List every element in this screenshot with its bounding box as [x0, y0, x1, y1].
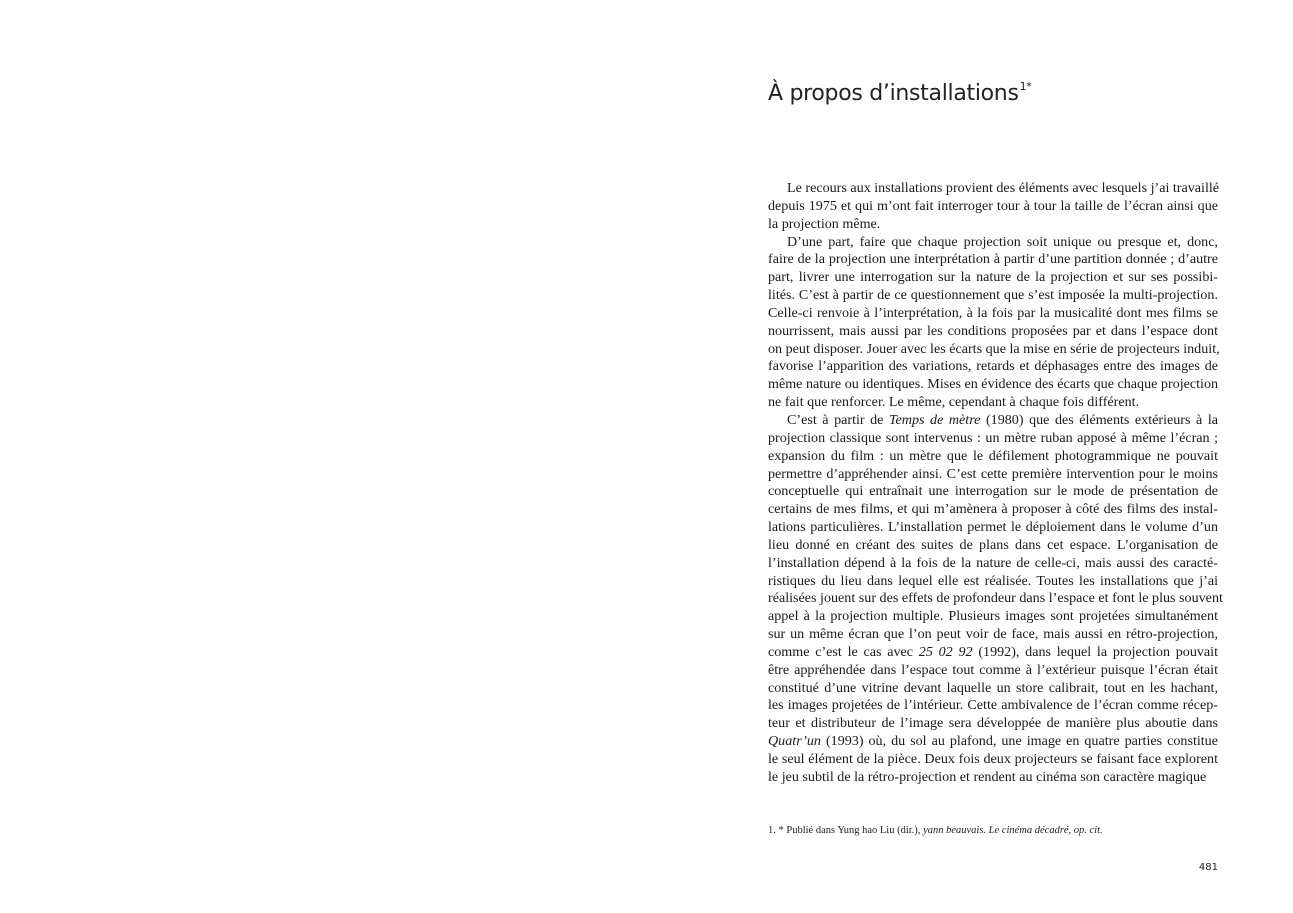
text-line — [768, 626, 1218, 644]
text-segment: favorise l’apparition des variations, retards et déphasages entre des images de — [768, 358, 1218, 375]
text-line — [768, 501, 1218, 519]
text-line — [768, 733, 1218, 751]
text-segment: ristiques du lieu dans lequel elle est réalisée. Toutes les installations que j’ai — [768, 572, 1218, 589]
text-line — [768, 769, 1218, 787]
text-segment: certains de mes films, et qui m’amènera à proposer à côté des films des instal- — [768, 501, 1218, 518]
text-line — [768, 608, 1218, 626]
text-segment: teur et distributeur de l’image sera développée de manière plus aboutie dans — [768, 715, 1218, 732]
text-line — [768, 519, 1218, 537]
text-segment: lités. C’est à partir de ce questionnement que s’est imposée la multi-projection. — [768, 287, 1218, 304]
text-segment: constitué d’une vitrine devant laquelle un store calibrait, tout en les hachant, — [768, 679, 1218, 696]
text-line — [768, 555, 1218, 573]
footnote-italic-title: yann beauvais. Le cinéma décadré, op. cit. — [923, 825, 1103, 836]
text-line — [768, 198, 1218, 216]
text-segment: le seul élément de la pièce. Deux fois deux projecteurs se faisant face explorent — [768, 751, 1218, 767]
work-title: Quatr’un — [768, 733, 821, 750]
left-page-blank — [0, 0, 646, 913]
text-segment: depuis 1975 et qui m’ont fait interroger tour à tour la taille de l’écran ainsi que — [768, 197, 1218, 214]
text-segment: permettre d’appréhender ainsi. C’est cette première intervention pour le moins — [768, 465, 1218, 482]
text-line — [768, 412, 1218, 430]
text-line — [768, 715, 1218, 733]
text-line — [768, 180, 1218, 198]
text-segment: part, livrer une interrogation sur la nature de la projection et sur ses possibi- — [768, 269, 1218, 286]
text-line — [768, 394, 1218, 412]
text-line — [768, 376, 1218, 394]
text-segment: C’est à partir de — [787, 411, 889, 428]
text-segment: même nature ou identiques. Mises en évidence des écarts que chaque projection — [768, 376, 1219, 393]
text-segment: Le recours aux installations provient des éléments avec lesquels j’ai travaillé — [787, 180, 1220, 196]
text-segment: la projection même. — [768, 215, 881, 232]
work-title: Temps de mètre — [888, 411, 981, 428]
text-segment: projection classique sont intervenus : un mètre ruban apposé à même l’écran ; — [768, 429, 1218, 446]
text-segment: on peut disposer. Jouer avec les écarts que la mise en série de projecteurs induit, — [768, 340, 1220, 357]
text-segment: expansion du film : un mètre que le défilement photogrammique ne pouvait — [768, 447, 1218, 464]
text-segment: nourrissent, mais aussi par les conditions proposées par et dans l’espace dont — [768, 322, 1218, 339]
text-segment: l’installation dépend à la fois de la nature de celle-ci, mais aussi des caracté- — [768, 554, 1218, 571]
text-line — [768, 466, 1218, 484]
work-title: 25 02 92 — [918, 643, 973, 660]
text-line — [768, 287, 1218, 305]
text-line — [768, 662, 1218, 680]
text-segment: réalisées jouent sur des effets de profondeur dans l’espace et font le plus souvent — [768, 590, 1223, 607]
text-line — [768, 751, 1218, 769]
text-segment: être appréhendée dans l’espace tout comme à l’extérieur puisque l’écran était — [768, 661, 1218, 678]
page-number: 481 — [1198, 862, 1218, 873]
text-segment: comme c’est le cas avec — [768, 643, 919, 660]
text-segment: sur un même écran que l’on peut voir de face, mais aussi en rétro-projection, — [768, 626, 1218, 643]
text-line — [768, 644, 1218, 662]
text-segment: appel à la projection multiple. Plusieurs images sont projetées simultanément — [768, 608, 1218, 625]
text-line — [768, 483, 1218, 501]
text-line — [768, 216, 1218, 234]
text-segment: D’une part, faire que chaque projection soit unique ou presque et, donc, — [787, 233, 1218, 250]
text-segment: conceptuelle qui entraînait une interrogation sur le mode de présentation de — [768, 483, 1218, 500]
text-line — [768, 590, 1223, 608]
text-line — [768, 341, 1218, 359]
text-line — [768, 697, 1218, 715]
right-page — [646, 0, 1293, 913]
footnote-reference[interactable]: 1* — [1019, 80, 1032, 93]
text-segment: le jeu subtil de la rétro-projection et rendent au cinéma son caractère magique — [768, 768, 1207, 785]
text-line — [768, 448, 1218, 466]
text-line — [768, 358, 1218, 376]
text-segment: (1993) où, du sol au plafond, une image en quatre parties constitue — [820, 733, 1218, 750]
footnote-text: 1. * Publié dans Yung hao Liu (dir.), — [768, 825, 924, 836]
text-line — [768, 234, 1218, 252]
text-line — [768, 269, 1218, 287]
text-segment: faire de la projection une interprétation à partir d’une partition donnée ; d’autre — [768, 251, 1218, 268]
text-segment: ne fait que renforcer. Le même, cependant à chaque fois différent. — [768, 394, 1140, 411]
footnote — [768, 825, 1228, 836]
text-segment: lieu donné en créant des suites de plans dans cet espace. L’organisation de — [768, 536, 1218, 553]
chapter-title-text: À propos d’installations — [768, 81, 1019, 106]
body-text — [768, 180, 1223, 787]
text-line — [768, 323, 1218, 341]
text-line — [768, 430, 1218, 448]
text-segment: les images projetées de l’intérieur. Cette ambivalence de l’écran comme récep- — [768, 697, 1218, 714]
text-segment: Celle-ci renvoie à l’interprétation, à la fois par la musicalité dont mes films se — [768, 304, 1218, 321]
text-line — [768, 305, 1218, 323]
text-line — [768, 537, 1218, 555]
text-segment: lations particulières. L’installation permet le déploiement dans le volume d’un — [768, 519, 1218, 536]
text-segment: (1992), dans lequel la projection pouvait — [972, 643, 1219, 660]
text-line — [768, 251, 1218, 269]
chapter-title — [768, 80, 1032, 106]
text-line — [768, 573, 1218, 591]
text-segment: (1980) que des éléments extérieurs à la — [980, 411, 1218, 428]
text-line — [768, 680, 1218, 698]
